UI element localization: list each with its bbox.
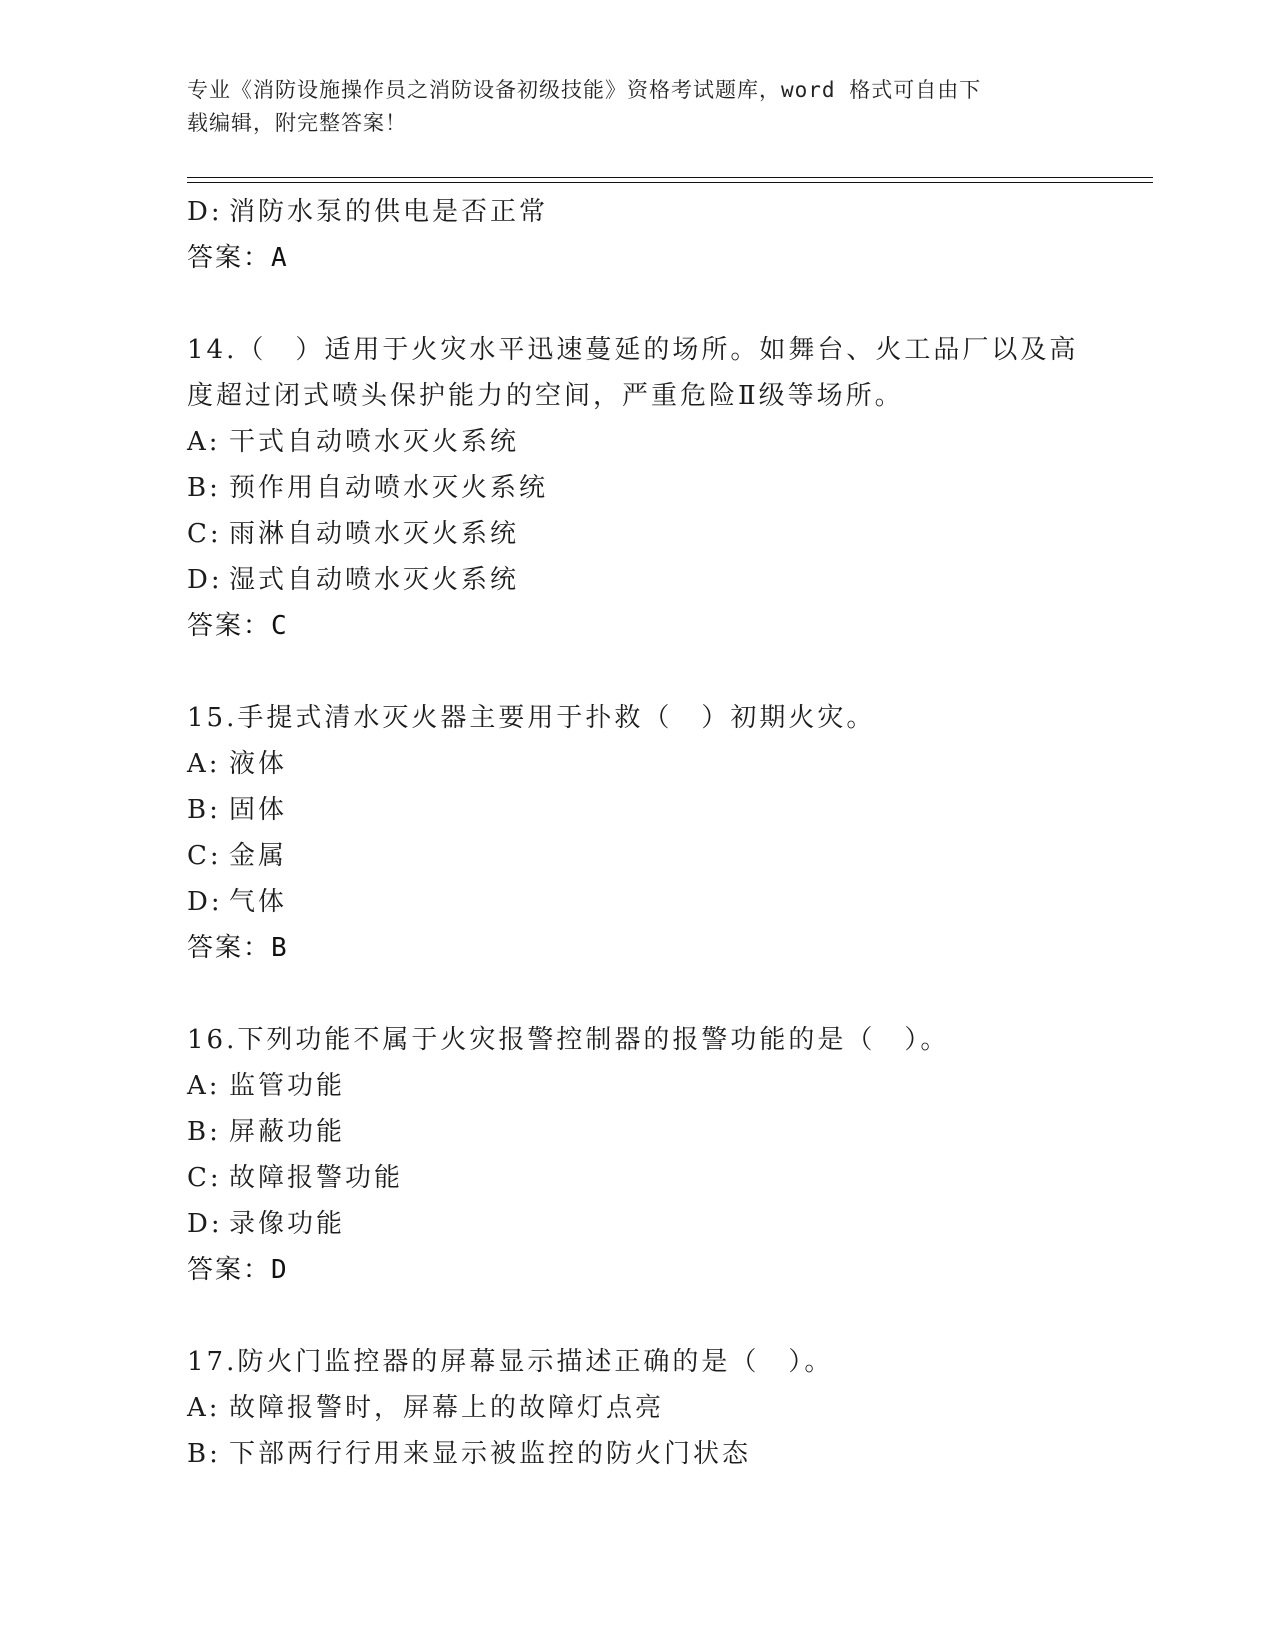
option-letter: B:	[187, 1117, 221, 1147]
option-line	[187, 833, 1087, 879]
option-text: 固体	[229, 795, 288, 825]
option-line	[187, 1431, 1087, 1477]
option-text: 录像功能	[229, 1209, 346, 1239]
option-letter: B:	[187, 1439, 221, 1469]
option-letter: D:	[187, 565, 223, 595]
option-letter: D:	[187, 197, 223, 227]
option-text: 气体	[229, 887, 288, 917]
option-text: 雨淋自动喷水灭火系统	[229, 519, 520, 549]
option-line	[187, 787, 1087, 833]
answer-value: A	[271, 243, 289, 273]
option-line	[187, 1201, 1087, 1247]
answer-line	[187, 1247, 1087, 1293]
option-letter: A:	[187, 1393, 221, 1423]
option-line	[187, 189, 1087, 235]
option-line	[187, 511, 1087, 557]
option-text: 液体	[229, 749, 288, 779]
question-15	[187, 695, 1087, 971]
option-letter: A:	[187, 1071, 221, 1101]
option-letter: A:	[187, 749, 221, 779]
answer-label: 答案：	[187, 243, 272, 273]
previous-question-tail	[187, 189, 1087, 281]
option-letter: C:	[187, 519, 222, 549]
answer-label: 答案：	[187, 933, 272, 963]
answer-value: B	[271, 933, 289, 963]
option-text: 干式自动喷水灭火系统	[229, 427, 520, 457]
option-text: 金属	[229, 841, 288, 871]
option-line	[187, 419, 1087, 465]
option-letter: D:	[187, 887, 223, 917]
option-text: 屏蔽功能	[229, 1117, 346, 1147]
option-line	[187, 879, 1087, 925]
page-header: 专业《消防设施操作员之消防设备初级技能》资格考试题库，word 格式可自由下 载编辑，附完整答案！	[187, 78, 982, 135]
option-line	[187, 1155, 1087, 1201]
question-text-line: 16.下列功能不属于火灾报警控制器的报警功能的是（ ）。	[187, 1025, 950, 1055]
question-text-line: 度超过闭式喷头保护能力的空间，严重危险Ⅱ级等场所。	[187, 381, 904, 411]
option-text: 故障报警功能	[229, 1163, 404, 1193]
option-text: 下部两行行用来显示被监控的防火门状态	[229, 1439, 752, 1469]
question-text-line: 17.防火门监控器的屏幕显示描述正确的是（ ）。	[187, 1347, 834, 1377]
option-line	[187, 465, 1087, 511]
header-rule-top	[187, 177, 1153, 178]
option-line	[187, 741, 1087, 787]
option-line	[187, 1109, 1087, 1155]
answer-line	[187, 925, 1087, 971]
option-text: 预作用自动喷水灭火系统	[229, 473, 549, 503]
question-14	[187, 327, 1087, 649]
question-text-line: 14.（ ）适用于火灾水平迅速蔓延的场所。如舞台、火工品厂以及高	[187, 335, 1079, 365]
option-text: 消防水泵的供电是否正常	[229, 197, 549, 227]
option-line	[187, 1385, 1087, 1431]
option-letter: D:	[187, 1209, 223, 1239]
option-letter: B:	[187, 473, 221, 503]
answer-line	[187, 603, 1087, 649]
option-text: 湿式自动喷水灭火系统	[229, 565, 520, 595]
option-letter: C:	[187, 1163, 222, 1193]
option-text: 故障报警时，屏幕上的故障灯点亮	[229, 1393, 665, 1423]
answer-line	[187, 235, 1087, 281]
header-rule-bottom	[187, 182, 1153, 183]
option-letter: A:	[187, 427, 221, 457]
option-letter: B:	[187, 795, 221, 825]
option-text: 监管功能	[229, 1071, 346, 1101]
question-content	[187, 189, 1087, 1477]
option-letter: C:	[187, 841, 222, 871]
question-16	[187, 1017, 1087, 1293]
answer-value: D	[271, 1255, 289, 1285]
answer-value: C	[271, 611, 289, 641]
question-17	[187, 1339, 1087, 1477]
option-line	[187, 557, 1087, 603]
question-text-line: 15.手提式清水灭火器主要用于扑救（ ）初期火灾。	[187, 703, 876, 733]
answer-label: 答案：	[187, 1255, 272, 1285]
answer-label: 答案：	[187, 611, 272, 641]
option-line	[187, 1063, 1087, 1109]
